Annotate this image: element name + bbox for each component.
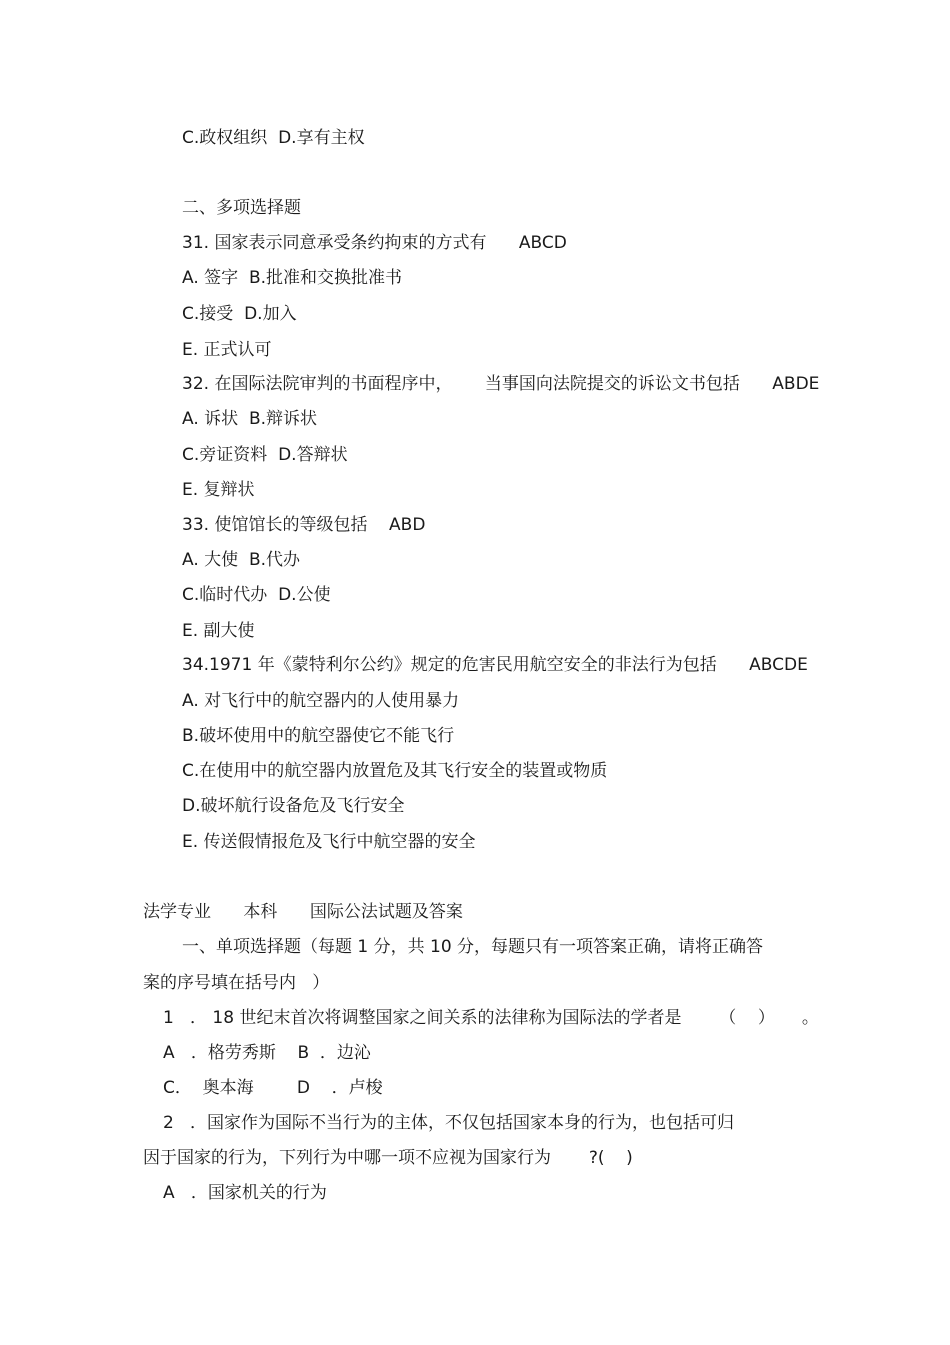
section-instruction: 一、单项选择题（每题 1 分，共 10 分，每题只有一项答案正确，请将正确答: [182, 937, 764, 957]
option-line: A. 签字 B.批准和交换批准书: [182, 268, 403, 288]
option-line: C.在使用中的航空器内放置危及其飞行安全的装置或物质: [182, 761, 608, 781]
question-2-cont: 因于国家的行为，下列行为中哪一项不应视为国家行为 ?( ): [143, 1148, 633, 1168]
text-line: C.政权组织 D.享有主权: [182, 128, 365, 148]
option-line: C.临时代办 D.公使: [182, 585, 331, 605]
option-line: D.破坏航行设备危及飞行安全: [182, 796, 405, 816]
option-line: A. 诉状 B.辩诉状: [182, 409, 318, 429]
option-line: E. 正式认可: [182, 340, 272, 360]
question-33: 33. 使馆馆长的等级包括 ABD: [182, 515, 426, 535]
option-line: A ．格劳秀斯 B ．边沁: [163, 1043, 371, 1063]
question-1: 1 ． 18 世纪末首次将调整国家之间关系的法律称为国际法的学者是 （ ） 。: [163, 1008, 819, 1028]
option-line: C． 奥本海 D ．卢梭: [163, 1078, 383, 1098]
section-heading: 二、多项选择题: [182, 198, 301, 218]
option-line: A. 大使 B.代办: [182, 550, 301, 570]
option-line: E. 传送假情报危及飞行中航空器的安全: [182, 832, 476, 852]
option-line: E. 副大使: [182, 621, 255, 641]
question-31: 31. 国家表示同意承受条约拘束的方式有 ABCD: [182, 233, 567, 253]
option-line: C.接受 D.加入: [182, 304, 297, 324]
document-title: 法学专业 本科 国际公法试题及答案: [143, 902, 463, 922]
option-line: E. 复辩状: [182, 480, 255, 500]
option-line: C.旁证资料 D.答辩状: [182, 445, 348, 465]
question-32: 32. 在国际法院审判的书面程序中， 当事国向法院提交的诉讼文书包括 ABDE: [182, 374, 820, 394]
option-line: B.破坏使用中的航空器使它不能飞行: [182, 726, 455, 746]
option-line: A ．国家机关的行为: [163, 1183, 327, 1203]
option-line: A. 对飞行中的航空器内的人使用暴力: [182, 691, 460, 711]
question-34: 34.1971 年《蒙特利尔公约》规定的危害民用航空安全的非法行为包括 ABCDE: [182, 655, 808, 675]
section-instruction-cont: 案的序号填在括号内 ）: [143, 973, 330, 993]
question-2: 2 ．国家作为国际不当行为的主体，不仅包括国家本身的行为，也包括可归: [163, 1113, 735, 1133]
